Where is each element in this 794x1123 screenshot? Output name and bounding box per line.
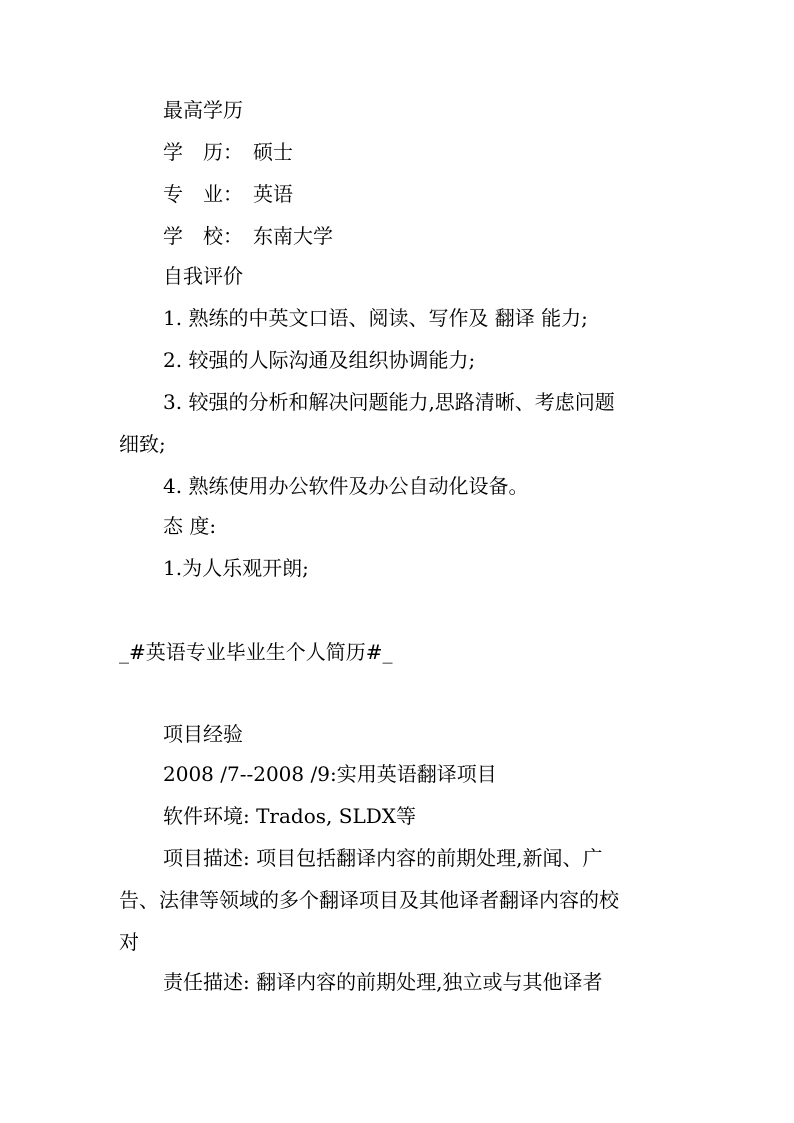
software-env: 软件环境: Trados, SLDX等 <box>163 804 416 828</box>
project-desc-line-3: 对 <box>119 930 139 954</box>
project-desc-line-1: 项目描述: 项目包括翻译内容的前期处理,新闻、广 <box>163 846 603 870</box>
project-period: 2008 /7--2008 /9:实用英语翻译项目 <box>163 762 497 786</box>
major-line: 专 业： 英语 <box>163 182 293 206</box>
project-heading: 项目经验 <box>163 722 243 746</box>
section-marker: _#英语专业毕业生个人简历#_ <box>119 640 393 664</box>
education-heading: 最高学历 <box>163 98 243 122</box>
school-line: 学 校： 东南大学 <box>163 224 333 248</box>
self-eval-item-3-cont: 细致; <box>119 432 166 456</box>
self-eval-item-3: 3. 较强的分析和解决问题能力,思路清晰、考虑问题 <box>163 390 615 414</box>
self-eval-heading: 自我评价 <box>163 264 243 288</box>
self-eval-item-2: 2. 较强的人际沟通及组织协调能力; <box>163 348 476 372</box>
degree-line: 学 历： 硕士 <box>163 140 293 164</box>
responsibility-line-1: 责任描述: 翻译内容的前期处理,独立或与其他译者 <box>163 970 603 994</box>
attitude-item-1: 1.为人乐观开朗; <box>163 556 309 580</box>
attitude-label: 态 度: <box>163 514 217 538</box>
self-eval-item-1: 1. 熟练的中英文口语、阅读、写作及 翻译 能力; <box>163 306 588 330</box>
project-desc-line-2: 告、法律等领域的多个翻译项目及其他译者翻译内容的校 <box>119 888 619 912</box>
self-eval-item-4: 4. 熟练使用办公软件及办公自动化设备。 <box>163 474 529 498</box>
